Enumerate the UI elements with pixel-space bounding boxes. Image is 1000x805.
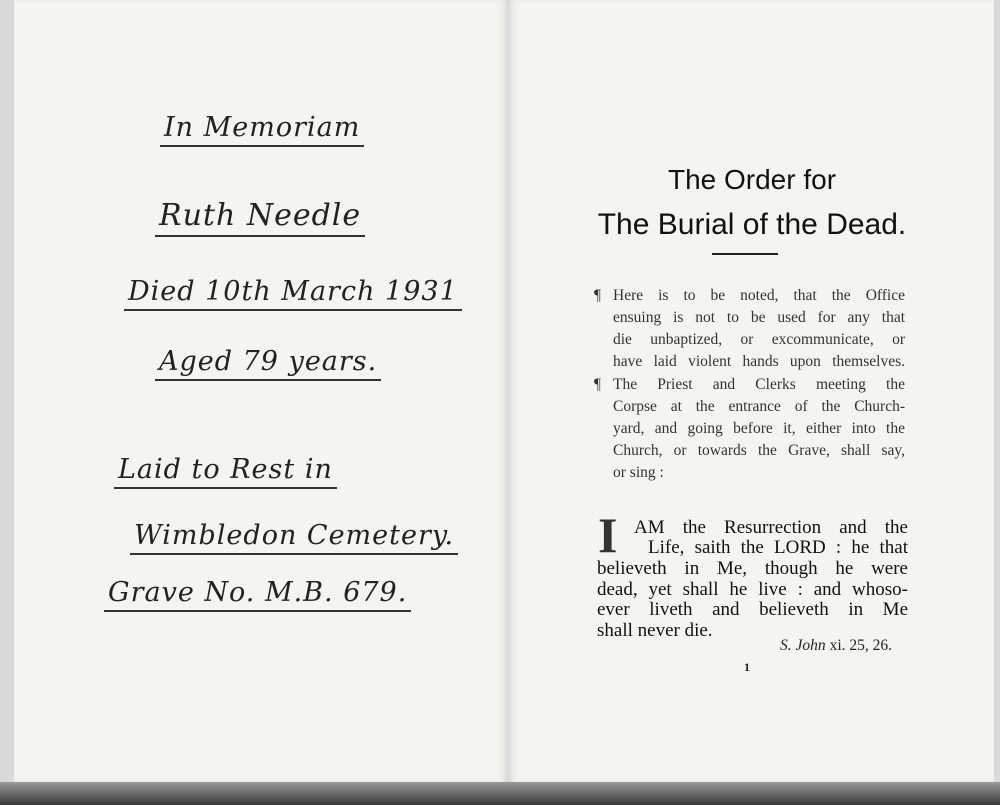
title-rule <box>712 253 778 255</box>
rubric-line: or sing : <box>613 464 664 481</box>
handwritten-name: Ruth Needle <box>155 198 365 237</box>
citation-book: S. John <box>780 637 826 654</box>
page-number: 1 <box>744 660 750 674</box>
title-line-1: The Order for <box>667 164 837 195</box>
rubric-line: have laid violent hands upon themselves. <box>613 353 905 370</box>
rubric-line: yard, and going before it, either into the <box>613 420 905 437</box>
rubric-line: The Priest and Clerks meeting the <box>613 376 905 393</box>
drop-cap: I <box>598 507 618 563</box>
handwritten-grave-number: Grave No. M.B. 679. <box>104 577 411 612</box>
handwritten-date-of-death: Died 10th March 1931 <box>124 276 462 311</box>
rubric-line: Church, or towards the Grave, shall say, <box>613 442 905 459</box>
handwritten-cemetery: Wimbledon Cemetery. <box>130 520 458 555</box>
sentence-line: AM the Resurrection and the <box>634 517 908 538</box>
rubric-line: die unbaptized, or excommunicate, or <box>613 331 905 348</box>
handwritten-age: Aged 79 years. <box>155 346 381 381</box>
citation-reference: xi. 25, 26. <box>825 637 892 654</box>
title-line-2: The Burial of the Dead. <box>597 208 907 241</box>
handwritten-laid-to-rest: Laid to Rest in <box>114 454 337 489</box>
scan-bottom-edge <box>0 782 1000 805</box>
sentence-line: shall never die. <box>597 620 713 641</box>
rubric-line: ensuing is not to be used for any that <box>613 309 905 326</box>
sentence-line: ever liveth and believeth in Me <box>597 599 908 620</box>
sentence-line: Life, saith the LORD : he that <box>648 537 908 558</box>
rubric-line: Corpse at the entrance of the Church- <box>613 398 905 415</box>
scripture-citation <box>600 637 892 655</box>
pilcrow-icon: ¶ <box>594 287 602 304</box>
sentence-line: believeth in Me, though he were <box>597 558 908 579</box>
sentence-line: dead, yet shall he live : and whoso- <box>597 579 908 600</box>
rubric-line: Here is to be noted, that the Office <box>613 287 905 304</box>
pilcrow-icon: ¶ <box>594 376 602 393</box>
handwritten-in-memoriam: In Memoriam <box>160 112 364 147</box>
